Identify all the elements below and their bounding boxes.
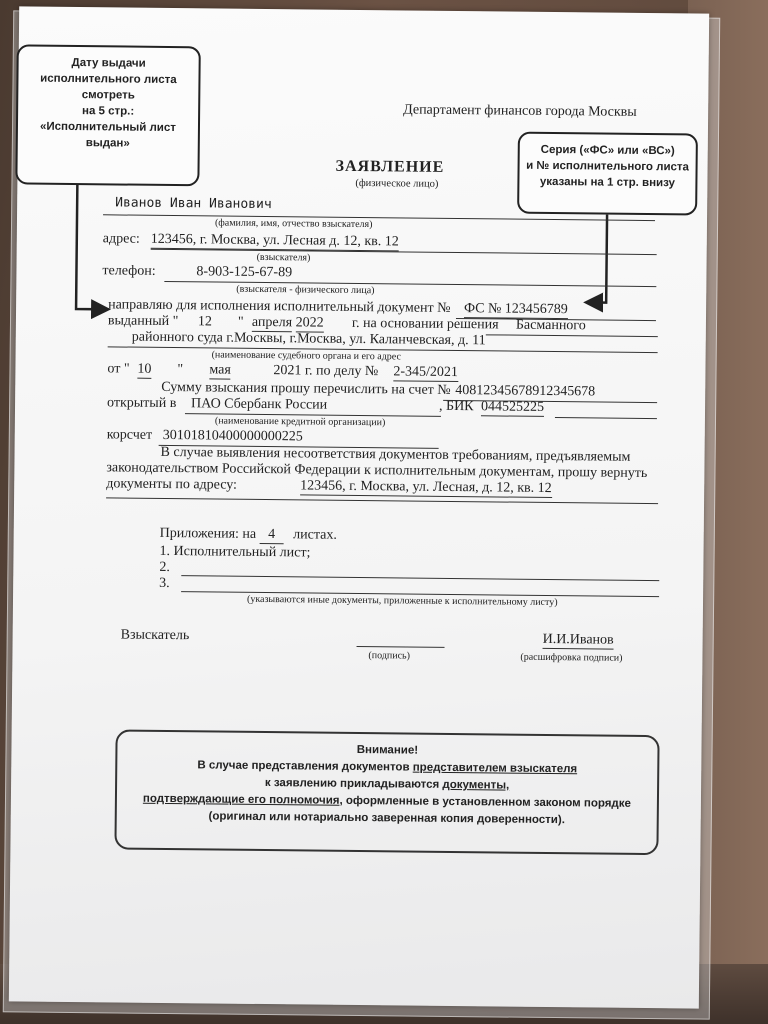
address-caption: (взыскателя) — [256, 251, 311, 264]
signer-name-caption: (расшифровка подписи) — [520, 651, 623, 664]
callout-line: смотреть — [81, 89, 135, 102]
full-name-caption: (фамилия, имя, отчество взыскателя) — [214, 217, 373, 231]
callout-line: «Исполнительный лист — [39, 120, 176, 135]
document-subtitle: (физическое лицо) — [355, 177, 439, 190]
address-text: 123456, г. Москва, ул. Лесная д. 12, кв. 12 — [150, 231, 399, 250]
corr-label: корсчет — [106, 427, 153, 443]
issued-month: апреля — [251, 314, 293, 331]
phone-value: 8-903-125-67-89 — [196, 264, 293, 281]
decision-month — [209, 362, 231, 379]
attention-box — [114, 729, 659, 855]
issued-month-year — [252, 315, 324, 333]
opened-label: открытый в — [107, 395, 177, 412]
address-label: адрес: — [102, 231, 140, 247]
signature-caption: (подпись) — [368, 650, 411, 662]
attachment-item-3: 3. — [159, 575, 170, 592]
document-title: ЗАЯВЛЕНИЕ — [335, 157, 445, 176]
attachments-sheets: листах. — [293, 527, 337, 543]
direct-text: направляю для исполнения исполнительный документ № — [108, 297, 451, 316]
case-number-text: 2-345/2021 — [393, 364, 459, 381]
signature-line — [357, 646, 445, 648]
corr-account: 30101810400000000225 — [162, 427, 303, 445]
attention-line-2a: к заявлению прикладываются — [264, 777, 443, 791]
case-number — [393, 364, 458, 382]
account-number: 40812345678912345678 — [455, 383, 596, 400]
bik-value — [481, 399, 544, 417]
document-page — [9, 6, 709, 1008]
attention-line-1b: представителем взыскателя — [412, 761, 578, 776]
signer-name-text: И.И.Иванов — [542, 631, 614, 648]
issued-year: 2022 — [295, 315, 324, 331]
decision-month-text: мая — [209, 362, 231, 378]
bank-name: ПАО Сбербанк России — [190, 396, 328, 413]
bank-caption: (наименование кредитной организации) — [214, 415, 386, 429]
account-underline — [443, 400, 657, 403]
return-address: 123456, г. Москва, ул. Лесная, д. 12, кв. 12 — [300, 478, 552, 497]
attachment-item-2-line — [181, 575, 659, 581]
decision-day — [137, 362, 151, 379]
attention-line-3b: , оформленные в установленном законом порядке — [339, 794, 631, 810]
attachments-label — [160, 526, 337, 545]
attachments-count: 4 — [260, 527, 284, 544]
bik-underline — [555, 417, 657, 419]
paragraph-line-3-address — [300, 478, 552, 498]
phone-label: телефон: — [102, 263, 156, 279]
paragraph-line-3-start: документы по адресу: — [106, 476, 238, 493]
transfer-text: Сумму взыскания прошу перечислить на счет № — [161, 379, 451, 398]
issued-label: выданный " — [107, 313, 179, 330]
from-label: от " — [107, 361, 130, 377]
claimant-label: Взыскатель — [120, 627, 190, 644]
callout-line: и № исполнительного листа — [526, 159, 690, 174]
decision-day-text: 10 — [137, 361, 152, 377]
decision-year: 2021 г. по делу № — [273, 363, 379, 380]
attention-title: Внимание! — [356, 743, 419, 757]
attachments-caption: (указываются иные документы, приложенные к исполнительному листу) — [246, 593, 558, 609]
decision-quote: " — [177, 362, 184, 378]
full-name-value: Иванов Иван Иванович — [115, 195, 272, 213]
department-name: Департамент финансов города Москвы — [403, 102, 637, 120]
paragraph-line-1: В случае выявления несоответствия документов требованиям, предъявляемым — [160, 444, 631, 465]
attention-line-3a: подтверждающие его полномочия — [142, 792, 340, 807]
attachment-item-2: 2. — [159, 559, 170, 576]
paragraph-line-2: законодательством Российской Федерации к исполнительным документам, прошу вернуть — [106, 460, 648, 482]
callout-line: выдан» — [85, 137, 130, 150]
attention-line-2b: документы, — [442, 778, 510, 792]
callout-line: на 5 стр.: — [81, 105, 135, 118]
doc-number-text: ФС № 123456789 — [464, 301, 568, 318]
court-caption: (наименование судебного органа и его адрес — [211, 349, 402, 363]
callout-line: указаны на 1 стр. внизу — [539, 175, 676, 190]
callout-line: Дату выдачи — [71, 56, 146, 70]
phone-caption: (взыскателя - физического лица) — [236, 283, 375, 297]
bik-label: , БИК — [438, 398, 474, 415]
attachment-item-1: 1. Исполнительный лист; — [159, 543, 311, 561]
attention-line-4: (оригинал или нотариально заверенная копия доверенности). — [208, 810, 566, 827]
court-part2: районного суда г.Москвы, г.Москва, ул. Каланчевская, д. 11 — [131, 329, 486, 349]
issued-tail: г. на основании решения — [351, 315, 499, 333]
attachments-text: Приложения: на — [159, 525, 257, 542]
callout-line: Серия («ФС» или «ВС») — [540, 143, 675, 158]
paragraph-underline — [106, 497, 658, 504]
issued-day: 12 — [197, 314, 213, 330]
issued-quote: " — [237, 314, 244, 330]
court-part1: Басманного — [515, 317, 586, 334]
callout-line: исполнительного листа — [40, 72, 177, 87]
bik-text: 044525225 — [480, 399, 545, 415]
signer-name — [543, 632, 614, 650]
attention-line-1a: В случае представления документов — [197, 759, 413, 774]
